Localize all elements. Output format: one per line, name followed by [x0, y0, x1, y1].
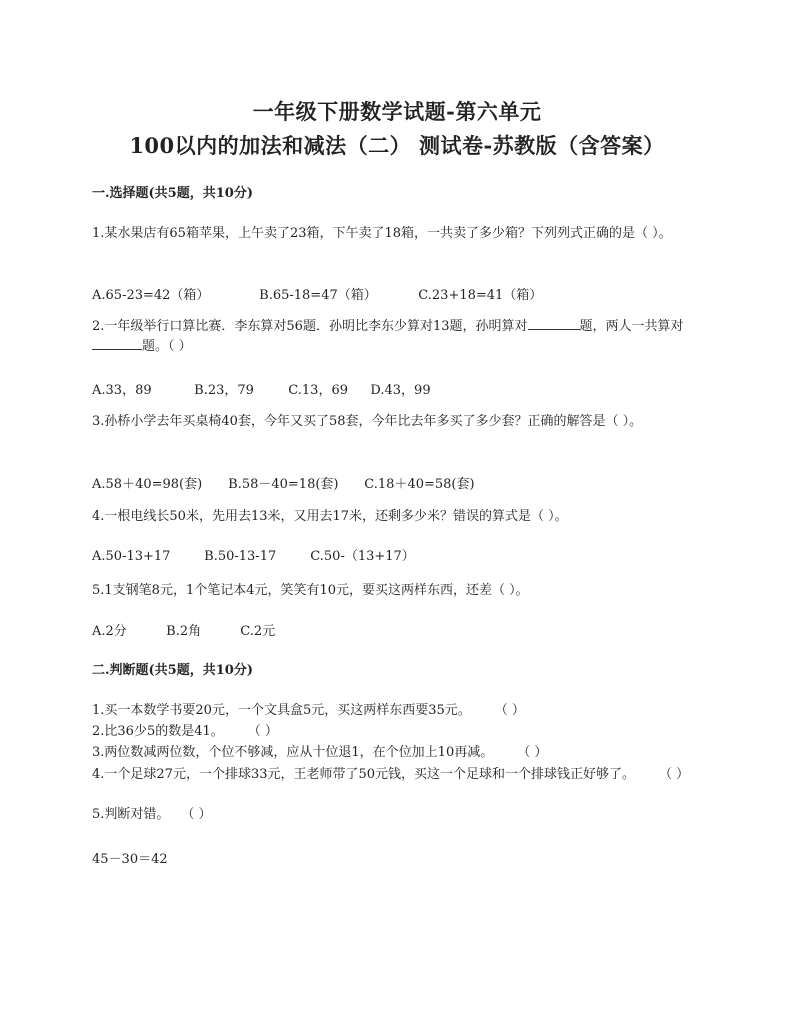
judgement-item-1: [92, 702, 704, 720]
option-b: B.23，79: [194, 383, 254, 398]
option-c: C.13，69: [288, 383, 348, 398]
judgement-item-5: [92, 806, 704, 824]
option-a: A.33，89: [92, 383, 152, 398]
section-2-heading: 二.判断题(共5题，共10分): [92, 663, 253, 678]
judgement-item-text: 1.买一本数学书要20元，一个文具盒5元，买这两样东西要35元。: [92, 703, 471, 718]
question-4-text: 4.一根电线长50米，先用去13米，又用去17米，还剩多少米？错误的算式是（ ）。: [92, 509, 568, 524]
answer-paren: （ ）: [517, 745, 548, 760]
question-1-options: [92, 284, 542, 303]
judgement-equation: 45－30＝42: [92, 852, 168, 867]
option-a: A.58＋40=98(套): [92, 477, 203, 492]
judgement-item-text: 4.一个足球27元，一个排球33元，王老师带了50元钱，买这一个足球和一个排球钱正好够了。: [92, 767, 636, 782]
judgement-item-text: 5.判断对错。: [92, 807, 170, 822]
question-5-options: [92, 620, 275, 639]
question-2-text-b: 题，两人一共算对: [579, 319, 684, 334]
section-1-heading: 一.选择题(共5题，共10分): [92, 186, 253, 201]
option-c: C.2元: [240, 624, 276, 639]
answer-paren: （ ）: [181, 807, 212, 822]
answer-paren: （ ）: [494, 703, 525, 718]
question-3-options: [92, 473, 475, 492]
answer-paren: （ ）: [247, 724, 278, 739]
judgement-item-3: [92, 744, 704, 762]
question-3-text: 3.孙桥小学去年买桌椅40套，今年又买了58套，今年比去年多买了多少套？正确的解答是（ ）。: [92, 414, 643, 429]
option-b: B.50-13-17: [204, 549, 277, 564]
title-line-2: 100以内的加法和减法（二） 测试卷-苏教版（含答案）: [129, 133, 665, 158]
answer-blank: [92, 337, 142, 350]
option-a: A.2分: [92, 624, 127, 639]
question-1-text: 1.某水果店有65箱苹果，上午卖了23箱，下午卖了18箱，一共卖了多少箱？下列列式正确的是（ ）。: [92, 226, 672, 241]
option-c: C.18＋40=58(套): [364, 477, 475, 492]
option-c: C.23+18=41（箱）: [418, 288, 543, 303]
judgement-item-2: [92, 723, 704, 741]
question-2-text: [92, 317, 704, 357]
answer-blank: [528, 317, 580, 330]
question-5-text: 5.1支钢笔8元，1个笔记本4元，笑笑有10元，要买这两样东西，还差（ ）。: [92, 583, 529, 598]
title-line-1: 一年级下册数学试题-第六单元: [252, 99, 542, 124]
question-2-options: [92, 379, 431, 398]
question-2-text-c: 题。（ ）: [142, 339, 192, 354]
option-b: B.58－40=18(套): [228, 477, 339, 492]
answer-paren: （ ）: [659, 767, 690, 782]
option-c: C.50-（13+17）: [310, 549, 415, 564]
option-b: B.2角: [166, 624, 202, 639]
question-2-text-a: 2.一年级举行口算比赛．李东算对56题．孙明比李东少算对13题，孙明算对: [92, 319, 528, 334]
judgement-item-4: [92, 766, 704, 784]
option-b: B.65-18=47（箱）: [259, 288, 377, 303]
judgement-item-text: 2.比36少5的数是41。: [92, 724, 224, 739]
option-a: A.50-13+17: [92, 549, 171, 564]
judgement-item-text: 3.两位数减两位数，个位不够减，应从十位退1，在个位加上10再减。: [92, 745, 494, 760]
option-a: A.65-23=42（箱）: [92, 288, 210, 303]
question-4-options: [92, 545, 415, 564]
option-d: D.43，99: [370, 383, 431, 398]
